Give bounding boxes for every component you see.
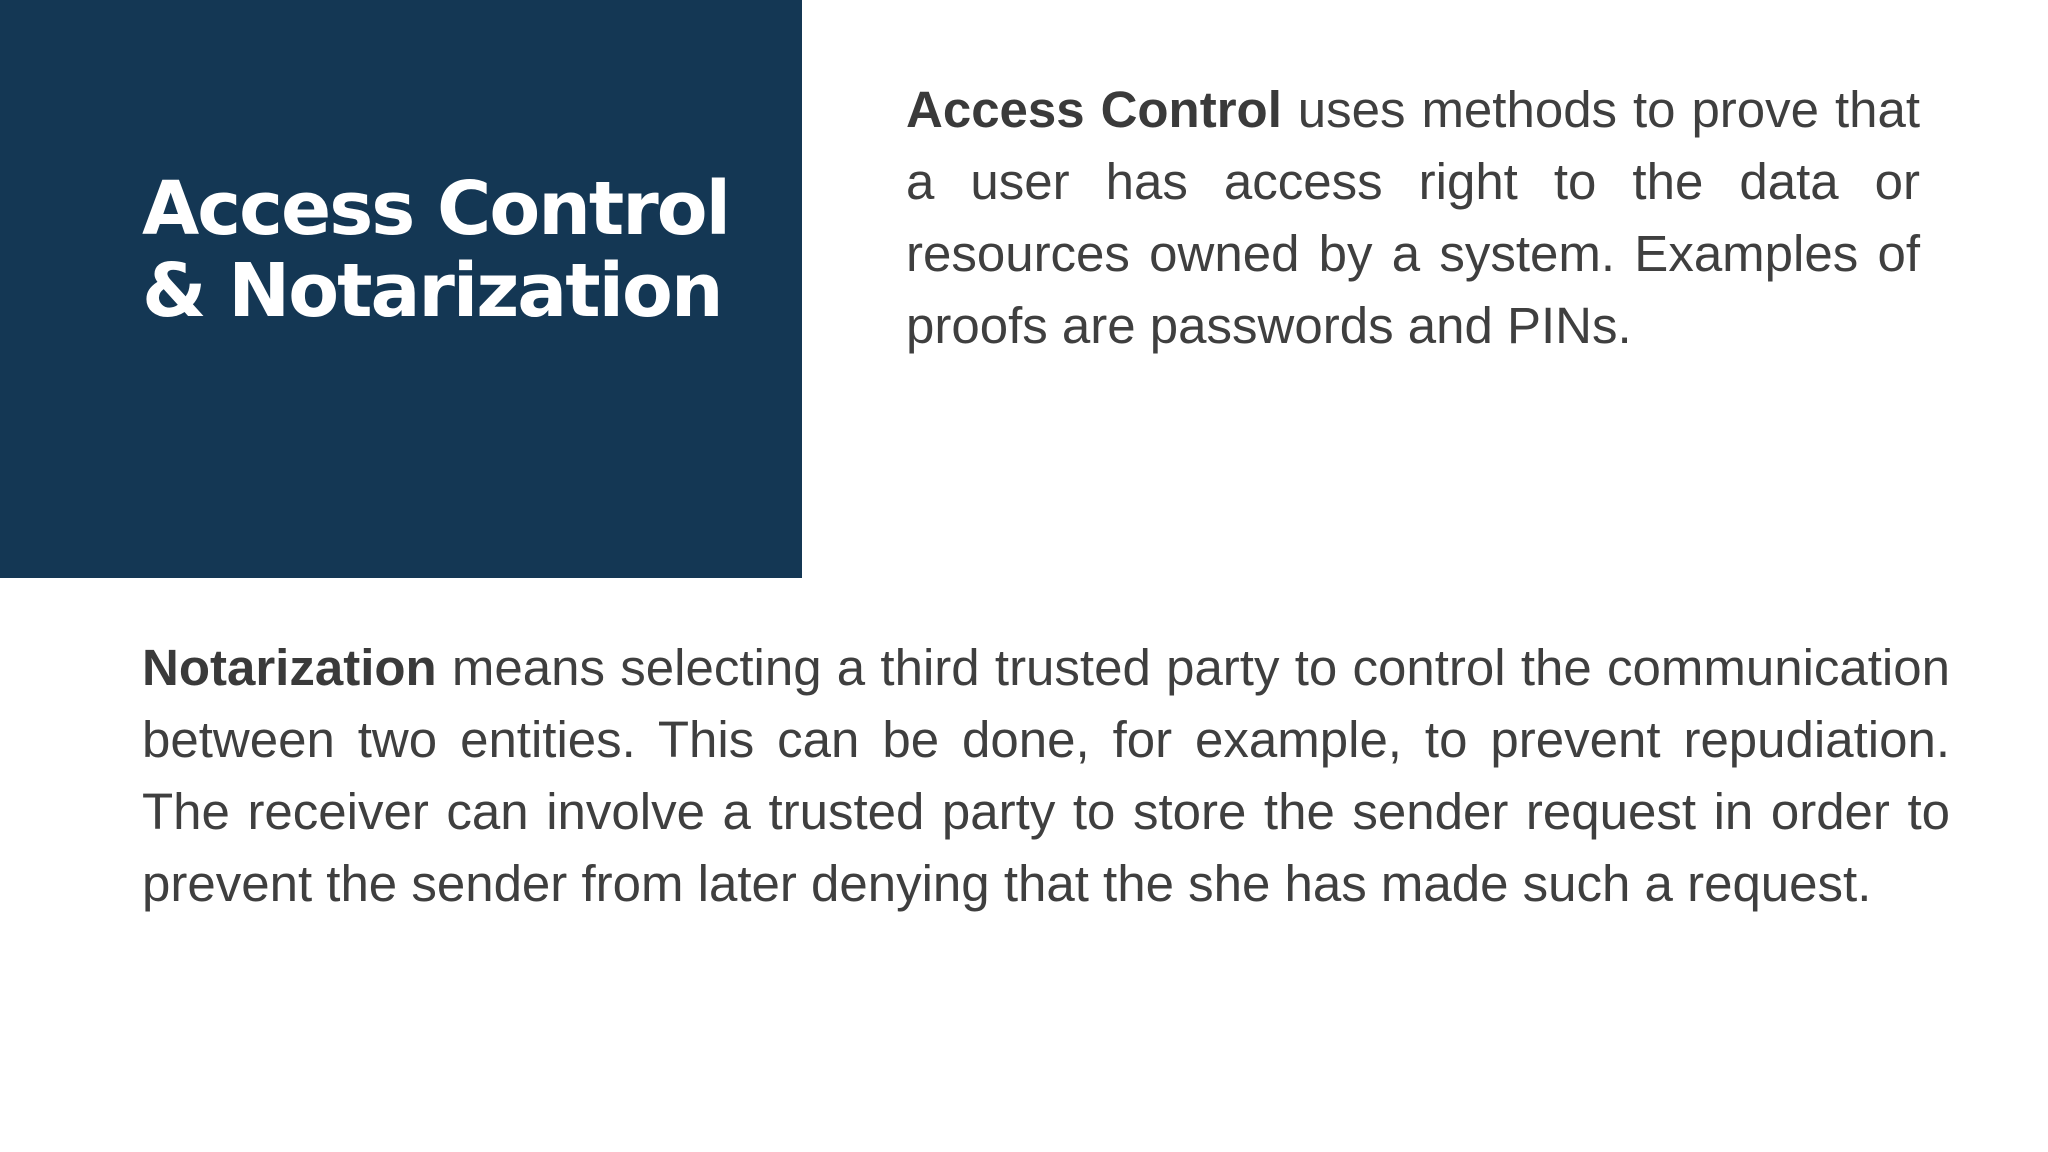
notarization-text: means selecting a third trusted party to control the communication between two entities. This can be done, for example, to prevent repudiation. The receiver can involve a trusted party to store the sender request in order to prevent the sender from later denying that the she has made such a request.: [142, 639, 1950, 912]
notarization-term: Notarization: [142, 639, 437, 696]
title-block: [0, 0, 802, 578]
notarization-paragraph: [142, 632, 1950, 920]
slide-title: Access Control & Notarization: [142, 166, 729, 334]
access-control-paragraph: [906, 74, 1920, 362]
access-control-term: Access Control: [906, 81, 1282, 138]
access-control-text: uses methods to prove that a user has access right to the data or resources owned by a system. Examples of proofs are passwords and PINs.: [906, 81, 1921, 354]
